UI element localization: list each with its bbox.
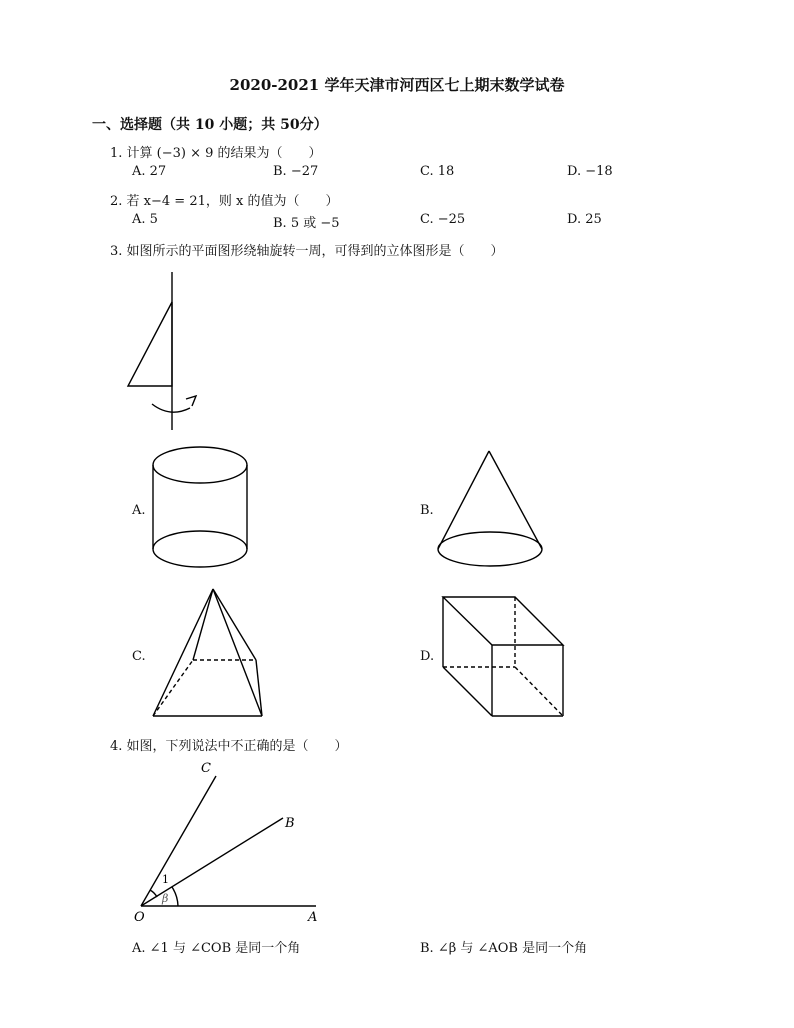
q3-option-d: D. — [420, 649, 435, 664]
q2-option-d: D. 25 — [567, 212, 602, 227]
label-o: O — [134, 910, 145, 925]
label-c: C — [201, 761, 211, 776]
q2-option-c: C. −25 — [420, 212, 466, 227]
q2-option-a: A. 5 — [132, 212, 158, 227]
q4-option-a: A. ∠1 与 ∠COB 是同一个角 — [132, 941, 301, 956]
ray-oc — [141, 776, 216, 906]
question-1-text: 1. 计算 (−3) × 9 的结果为（ ） — [110, 146, 322, 161]
paper-title: 2020-2021 学年天津市河西区七上期末数学试卷 — [229, 76, 565, 94]
angle-beta-arc — [172, 887, 178, 906]
q1-option-a: A. 27 — [132, 164, 167, 179]
q1-option-b: B. −27 — [273, 164, 319, 179]
q2-option-b: B. 5 或 −5 — [273, 216, 340, 231]
label-angle-beta: β — [162, 892, 169, 905]
q4-option-b: B. ∠β 与 ∠AOB 是同一个角 — [420, 941, 588, 956]
q1-option-d: D. −18 — [567, 164, 613, 179]
label-angle-1: 1 — [162, 873, 169, 886]
question-2-text: 2. 若 x−4 = 21，则 x 的值为（ ） — [110, 194, 339, 209]
q3-option-c: C. — [132, 649, 146, 664]
q3-option-b: B. — [420, 503, 434, 518]
angle-1-arc — [150, 890, 157, 897]
q1-option-c: C. 18 — [420, 164, 455, 179]
label-a: A — [308, 910, 318, 925]
question-3-text: 3. 如图所示的平面图形绕轴旋转一周，可得到的立体图形是（ ） — [110, 244, 504, 259]
section-heading: 一、选择题（共 10 小题；共 50分） — [92, 117, 328, 133]
q3-option-a: A. — [132, 503, 146, 518]
question-4-text: 4. 如图，下列说法中不正确的是（ ） — [110, 739, 348, 754]
label-b: B — [285, 816, 295, 831]
